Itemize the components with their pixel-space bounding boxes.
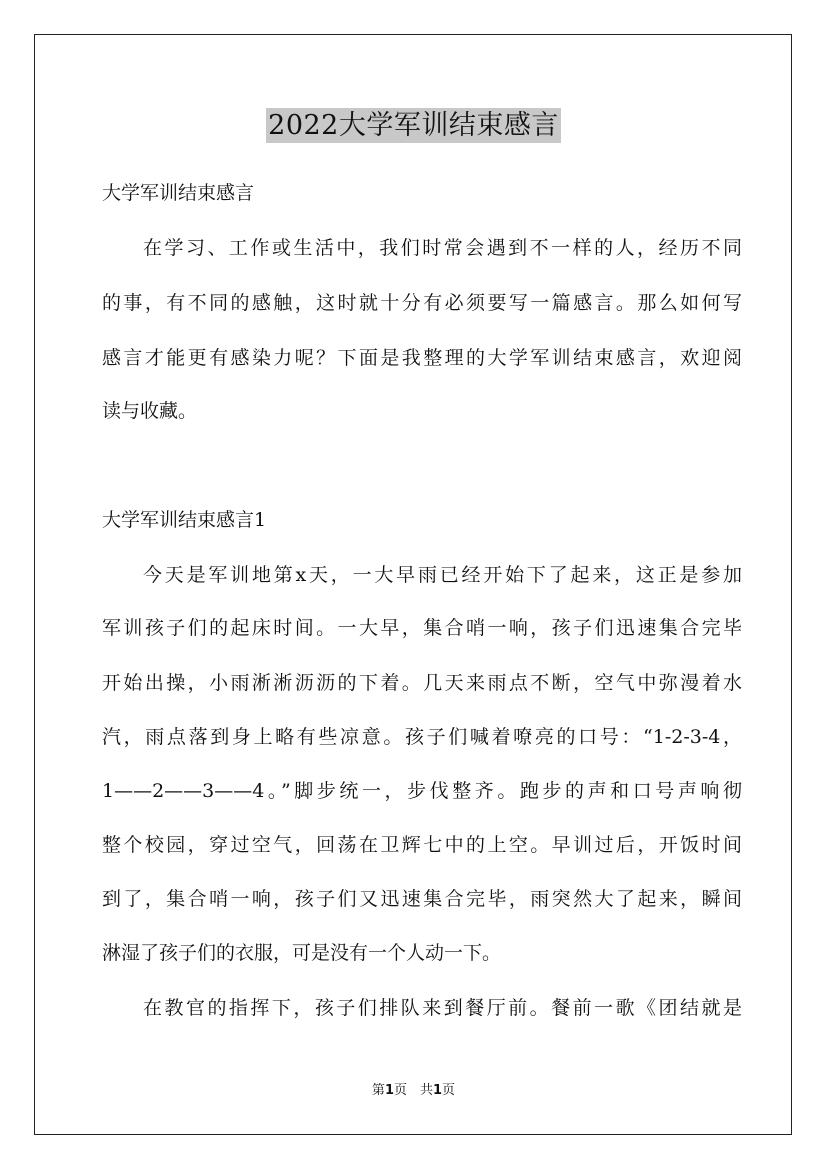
footer-page-current: 1: [384, 1083, 394, 1098]
footer-page-prefix: 第: [371, 1083, 385, 1098]
section1-line-1: 今天是军训地第x天，一大早雨已经开始下了起来，这正是参加: [143, 564, 742, 586]
page-footer: [0, 1082, 827, 1100]
intro-line-1: 在学习、工作或生活中，我们时常会遇到不一样的人，经历不同: [143, 237, 742, 259]
intro-line-3: 感言才能更有感染力呢？下面是我整理的大学军训结束感言，欢迎阅: [102, 347, 742, 369]
section1-line-7: 到了，集合哨一响，孩子们又迅速集合完毕，雨突然大了起来，瞬间: [102, 888, 742, 910]
section1-line-4: 汽，雨点落到身上略有些凉意。孩子们喊着嘹亮的口号：“1-2-3-4，: [102, 726, 742, 748]
intro-heading: 大学军训结束感言: [102, 182, 255, 204]
document-title: 2022大学军训结束感言: [268, 110, 559, 141]
intro-line-4: 读与收藏。: [102, 400, 198, 422]
section1-para2-line-1: 在教官的指挥下，孩子们排队来到餐厅前。餐前一歌《团结就是: [143, 997, 742, 1019]
footer-page-mid: 页 共: [393, 1083, 433, 1098]
section1-line-3: 开始出操，小雨淅淅沥沥的下着。几天来雨点不断，空气中弥漫着水: [102, 672, 742, 694]
section1-line-2: 军训孩子们的起床时间。一大早，集合哨一响，孩子们迅速集合完毕: [102, 617, 742, 639]
intro-line-2: 的事，有不同的感触，这时就十分有必须要写一篇感言。那么如何写: [102, 292, 742, 314]
footer-page-total: 1: [433, 1083, 443, 1098]
section1-heading: 大学军训结束感言1: [102, 509, 267, 531]
section1-line-8: 淋湿了孩子们的衣服，可是没有一个人动一下。: [102, 942, 502, 964]
footer-page-suffix: 页: [442, 1083, 456, 1098]
section1-line-5: 1——2——3——4。”脚步统一，步伐整齐。跑步的声和口号声响彻: [102, 780, 742, 802]
section1-line-6: 整个校园，穿过空气，回荡在卫辉七中的上空。早训过后，开饭时间: [102, 834, 742, 856]
